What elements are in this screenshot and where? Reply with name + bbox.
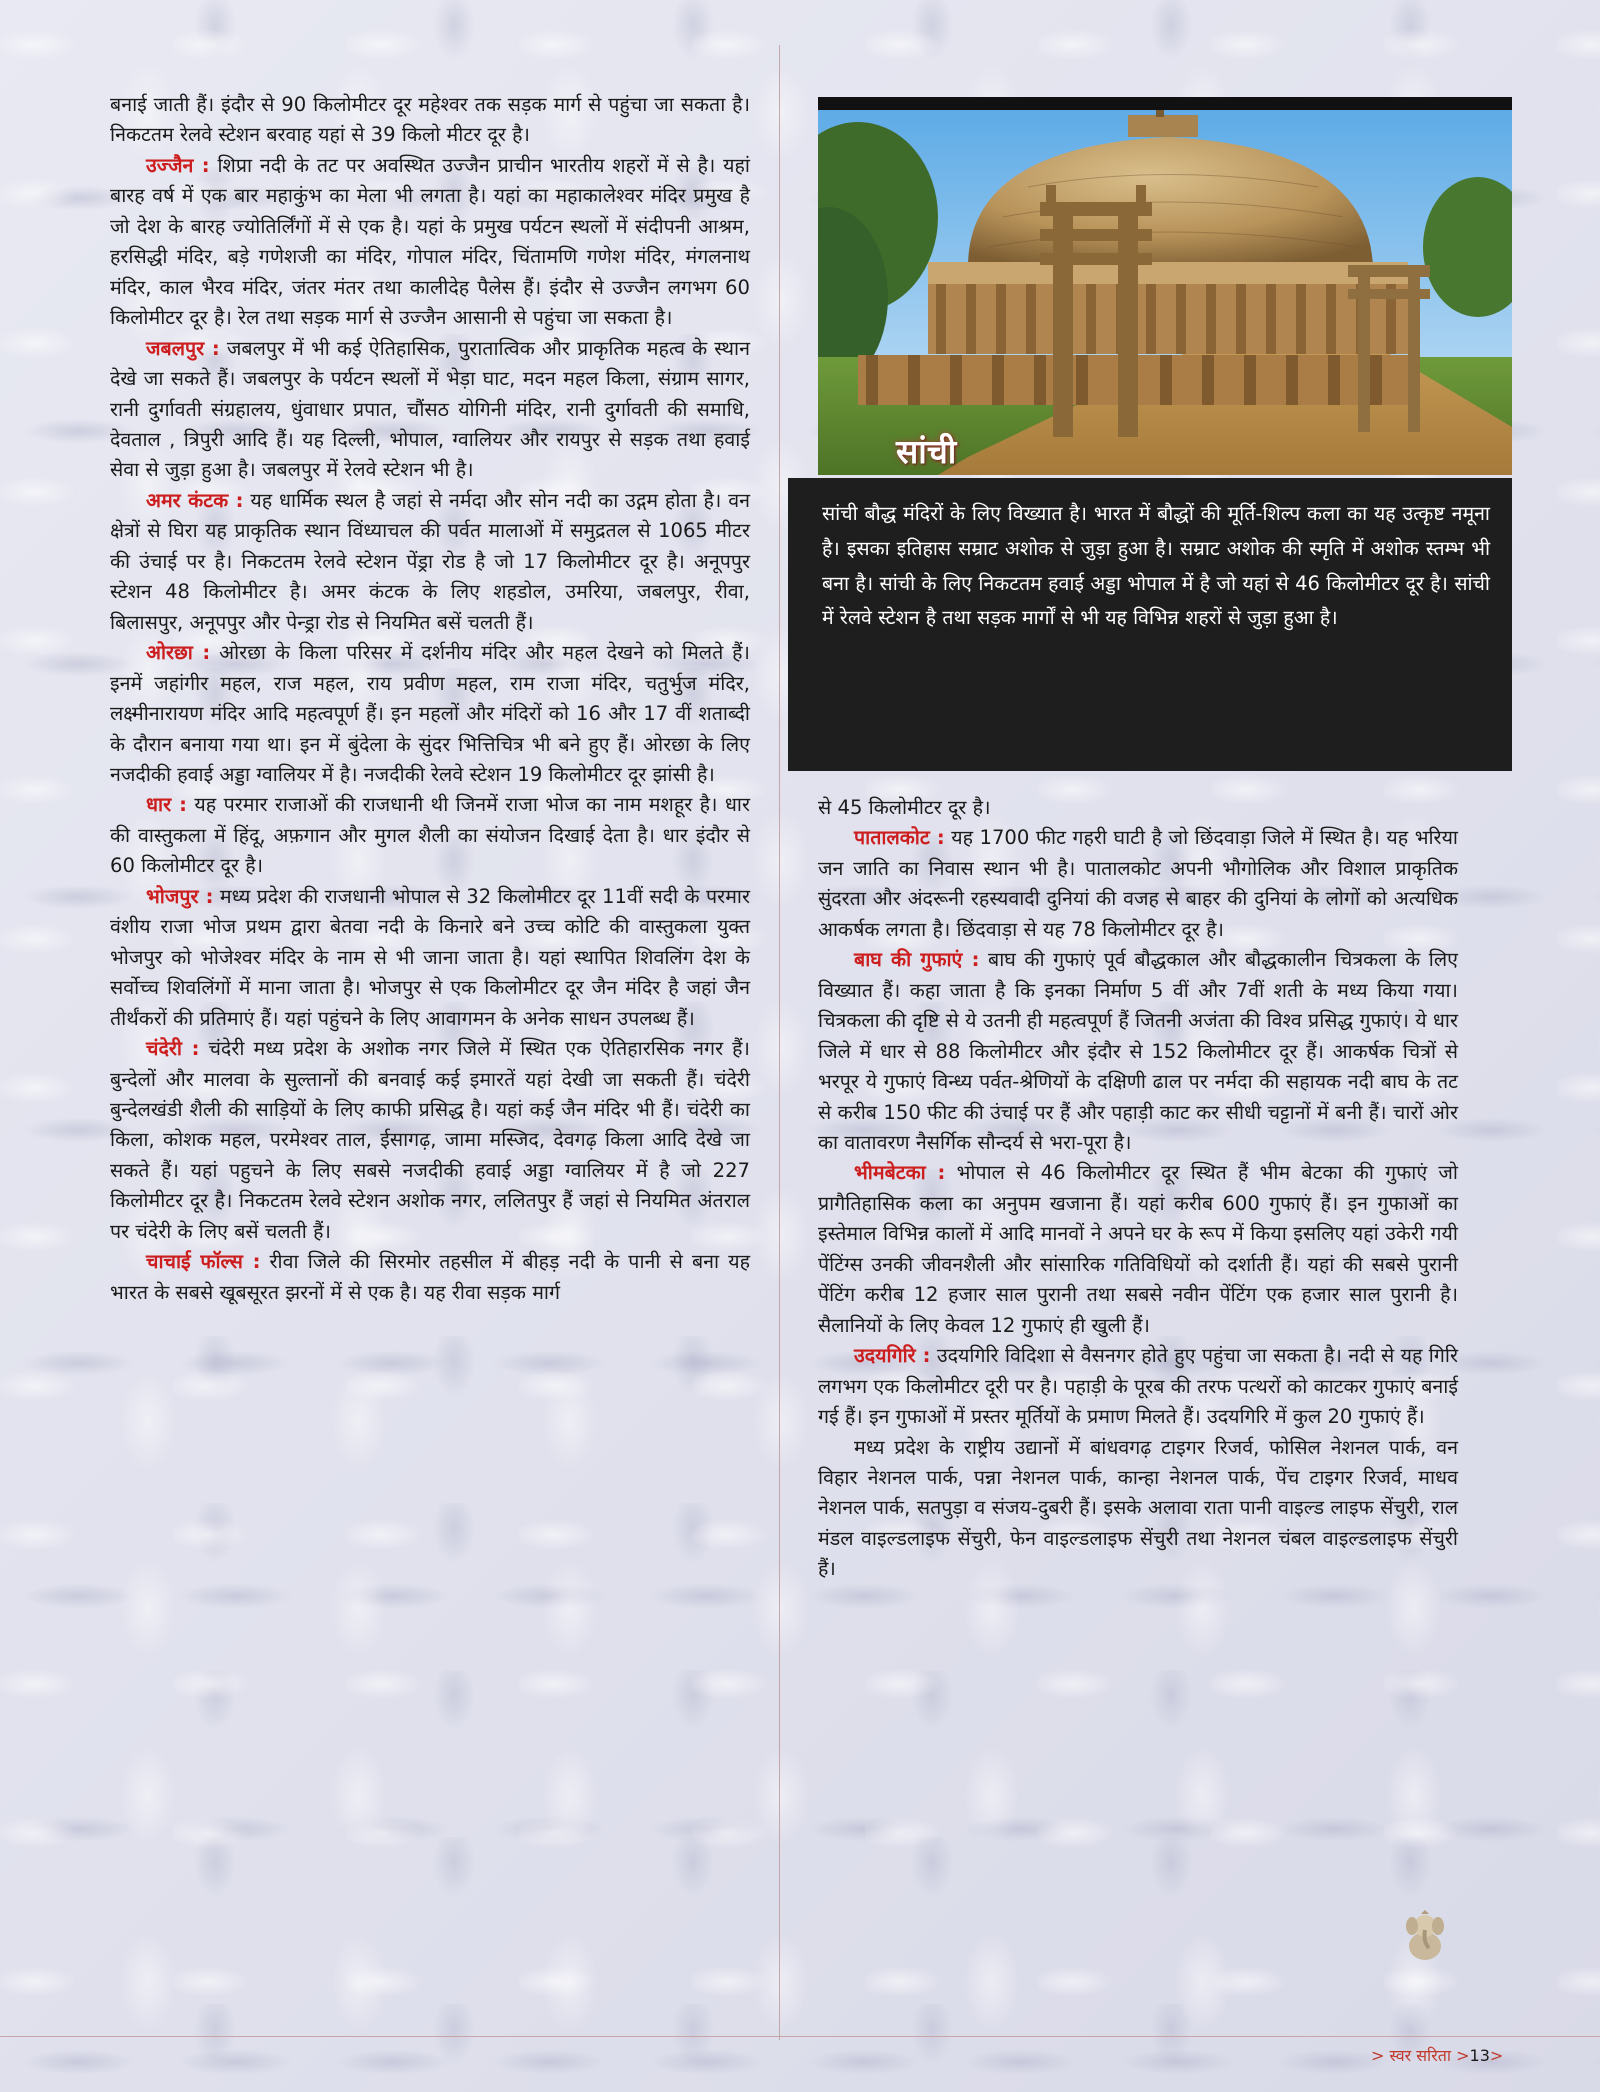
section-heading: चाचाई फॉल्स : bbox=[146, 1250, 261, 1274]
section-heading: भोजपुर : bbox=[146, 884, 214, 908]
section-heading: उदयगिरि : bbox=[854, 1344, 931, 1368]
sanchi-stupa-photo bbox=[818, 97, 1512, 475]
section-bagh-caves bbox=[818, 945, 1458, 1158]
section-patalkot bbox=[818, 823, 1458, 945]
section-heading: भीमबेटका : bbox=[854, 1161, 946, 1185]
paragraph-closing: मध्य प्रदेश के राष्ट्रीय उद्यानों में बांधवगढ़ टाइगर रिजर्व, फोसिल नेशनल पार्क, वन विहार नेशनल पार्क, पन्ना नेशनल पार्क, कान्हा नेशनल पार्क, पेंच टाइगर रिजर्व, माधव नेशनल पार्क, सतपुड़ा व संजय-दुबरी हैं। इसके अलावा राता पानी वाइल्ड लाइफ सेंचुरी, राल मंडल वाइल्डलाइफ सेंचुरी, फेन वाइल्डलाइफ सेंचुरी तथा नेशनल चंबल वाइल्डलाइफ सेंचुरी हैं। bbox=[818, 1435, 1458, 1581]
section-jabalpur bbox=[110, 334, 750, 486]
section-amarkantak bbox=[110, 486, 750, 638]
section-heading: पातालकोट : bbox=[854, 826, 945, 850]
section-heading: जबलपुर : bbox=[146, 336, 220, 360]
right-column bbox=[818, 793, 1458, 1585]
section-text: यह 1700 फीट गहरी घाटी है जो छिंदवाड़ा जिले में स्थित है। यह भरिया जन जाति का निवास स्थान भी है। पातालकोट अपनी भौगोलिक और विशाल प्राकृतिक सुंदरता और अंदरूनी रहस्यवादी दुनियां की वजह से बाहर की दुनियां के लोगों को अत्यधिक आकर्षक लगता है। छिंदवाड़ा से यह 78 किलोमीटर दूर है। bbox=[818, 826, 1459, 941]
left-column bbox=[110, 90, 750, 1308]
section-heading: अमर कंटक : bbox=[146, 488, 244, 512]
photo-border bbox=[818, 97, 1512, 110]
section-dhar bbox=[110, 790, 750, 881]
paragraph-intro: से 45 किलोमीटर दूर है। bbox=[818, 796, 991, 819]
section-heading: चंदेरी : bbox=[146, 1037, 200, 1061]
section-text: चंदेरी मध्य प्रदेश के अशोक नगर जिले में स्थित एक ऐतिहारसिक नगर हैं। बुन्देलों और मालवा के सुल्तानों की बनवाई कई इमारतें यहां देखी जा सकती हैं। चंदेरी बुन्देलखंडी शैली की साड़ियों के लिए काफी प्रसिद्ध है। यहां कई जैन मंदिर भी हैं। चंदेरी का किला, कोशक महल, परमेश्वर ताल, ईसागढ़, जामा मस्जिद, देवगढ़ किला आदि देखे जा सकते हैं। यहां पहुचने के लिए सबसे नजदीकी हवाई अड्डा ग्वालियर में है जो 227 किलोमीटर दूर है। निकटतम रेलवे स्टेशन अशोक नगर, ललितपुर हैं जहां से नियमित अंतराल पर चंदेरी के लिए बसें चलती हैं। bbox=[110, 1037, 750, 1243]
ganesh-icon bbox=[1403, 1910, 1447, 1962]
section-heading: धार : bbox=[146, 793, 187, 817]
section-text: रीवा जिले की सिरमोर तहसील में बीहड़ नदी के पानी से बना यह भारत के सबसे खूबसूरत झरनों में से एक है। यह रीवा सड़क मार्ग bbox=[110, 1250, 750, 1304]
photo-caption-box bbox=[788, 478, 1512, 771]
section-chachai-falls bbox=[110, 1247, 750, 1308]
section-ujjain bbox=[110, 151, 750, 334]
section-heading: बाघ की गुफाएं : bbox=[854, 948, 980, 972]
footer-suffix: > bbox=[1489, 2046, 1504, 2065]
section-text: शिप्रा नदी के तट पर अवस्थित उज्जैन प्राचीन भारतीय शहरों में से है। यहां बारह वर्ष में एक बार महाकुंभ का मेला भी लगता है। यहां का महाकालेश्वर मंदिर प्रमुख है जो देश के बारह ज्योतिर्लिंगों में से एक है। यहां के प्रमुख पर्यटन स्थलों में संदीपनी आश्रम, हरसिद्धी मंदिर, बड़े गणेशजी का मंदिर, गोपाल मंदिर, चिंतामणि गणेश मंदिर, मंगलनाथ मंदिर, काल भैरव मंदिर, जंतर मंतर तथा कालीदेह पैलेस हैं। इंदौर से उज्जैन लगभग 60 किलोमीटर दूर है। रेल तथा सड़क मार्ग से उज्जैन आसानी से पहुंचा जा सकता है। bbox=[110, 153, 751, 330]
section-text: ओरछा के किला परिसर में दर्शनीय मंदिर और महल देखने को मिलते हैं। इनमें जहांगीर महल, राज महल, राय प्रवीण महल, राम राजा मंदिर, चतुर्भुज मंदिर, लक्ष्मीनारायण मंदिर आदि महत्वपूर्ण हैं। इन महलों और मंदिरों को 16 और 17 वीं शताब्दी के दौरान बनाया गया था। इन में बुंदेला के सुंदर भित्तिचित्र भी बने हुए हैं। ओरछा के लिए नजदीकी हवाई अड्डा ग्वालियर में है। नजदीकी रेलवे स्टेशन 19 किलोमीटर दूर झांसी है। bbox=[110, 641, 750, 786]
footer-rule bbox=[0, 2036, 1600, 2037]
magazine-name: > स्वर सरिता > bbox=[1371, 2046, 1470, 2065]
section-udayagiri bbox=[818, 1341, 1458, 1432]
section-chanderi bbox=[110, 1034, 750, 1247]
photo-label: सांची bbox=[896, 432, 957, 471]
section-text: जबलपुर में भी कई ऐतिहासिक, पुरातात्विक और प्राकृतिक महत्व के स्थान देखे जा सकते हैं। जबलपुर के पर्यटन स्थलों में भेड़ा घाट, मदन महल किला, संग्राम सागर, रानी दुर्गावती संग्रहालय, धुंवाधार प्रपात, चौंसठ योगिनी मंदिर, रानी दुर्गावती की समाधि, देवताल , त्रिपुरी आदि हैं। यह दिल्ली, भोपाल, ग्वालियर और रायपुर से सड़क तथा हवाई सेवा से जुड़ा हुआ है। जबलपुर में रेलवे स्टेशन भी है। bbox=[110, 336, 750, 482]
section-text: भोपाल से 46 किलोमीटर दूर स्थित हैं भीम बेटका की गुफाएं जो प्रागैतिहासिक कला का अनुपम खजाना हैं। यहां करीब 600 गुफाएं हैं। इन गुफाओं का इस्तेमाल विभिन्न कालों में आदि मानवों ने अपने घर के रूप में किया इसलिए यहां उकेरी गयी पेंटिंग्स उनकी जीवनशैली और सांसारिक गतिविधियों को दर्शाती हैं। यहां की सबसे पुरानी पेंटिंग करीब 12 हजार साल पुरानी तथा सबसे नवीन पेंटिंग एक हजार साल पुरानी है। सैलानियों के लिए केवल 12 गुफाएं ही खुली हैं। bbox=[818, 1161, 1458, 1337]
photo-caption: सांची बौद्ध मंदिरों के लिए विख्यात है। भारत में बौद्धों की मूर्ति-शिल्प कला का यह उत्कृष्ट नमूना है। इसका इतिहास सम्राट अशोक से जुड़ा हुआ है। सम्राट अशोक की स्मृति में अशोक स्तम्भ भी बना है। सांची के लिए निकटतम हवाई अड्डा भोपाल में है जो यहां से 46 किलोमीटर दूर है। सांची में रेलवे स्टेशन है तथा सड़क मार्गों से भी यह विभिन्न शहरों से जुड़ा हुआ है। bbox=[822, 502, 1490, 630]
section-heading: ओरछा : bbox=[146, 641, 211, 665]
paragraph-intro: बनाई जाती हैं। इंदौर से 90 किलोमीटर दूर महेश्वर तक सड़क मार्ग से पहुंचा जा सकता है। निकटतम रेलवे स्टेशन बरवाह यहां से 39 किलो मीटर दूर है। bbox=[110, 93, 750, 147]
page-number: 13 bbox=[1469, 2046, 1490, 2065]
section-bhimbetka bbox=[818, 1158, 1458, 1341]
column-divider bbox=[779, 45, 780, 2040]
page-footer bbox=[1371, 2044, 1503, 2066]
section-text: बाघ की गुफाएं पूर्व बौद्धकाल और बौद्धकालीन चित्रकला के लिए विख्यात हैं। कहा जाता है कि इनका निर्माण 5 वीं और 7वीं शती के मध्य किया गया। चित्रकला की दृष्टि से ये उतनी ही महत्वपूर्ण हैं जितनी अजंता की विश्व प्रसिद्ध गुफाएं। ये धार जिले में धार से 88 किलोमीटर और इंदौर से 152 किलोमीटर दूर हैं। आकर्षक चित्रों से भरपूर ये गुफाएं विन्ध्य पर्वत-श्रेणियों के दक्षिणी ढाल पर नर्मदा की सहायक नदी बाघ के तट से करीब 150 फीट की उंचाई पर हैं और पहाड़ी काट कर सीधी चट्टानों में बनी हैं। चारों ओर का वातावरण नैसर्गिक सौन्दर्य से भरा-पूरा है। bbox=[818, 948, 1458, 1154]
section-bhojpur bbox=[110, 882, 750, 1034]
sanchi-stupa-illustration bbox=[818, 97, 1512, 475]
section-text: यह धार्मिक स्थल है जहां से नर्मदा और सोन नदी का उद्गम होता है। वन क्षेत्रों से घिरा यह प्राकृतिक स्थान विंध्याचल की पर्वत मालाओं में समुद्रतल से 1065 मीटर की उंचाई पर है। निकटतम रेलवे स्टेशन पेंड्रा रोड है जो 17 किलोमीटर दूर है। अनूपपुर स्टेशन 48 किलोमीटर है। अमर कंटक के लिए शहडोल, उमरिया, जबलपुर, रीवा, बिलासपुर, अनूपपुर और पेन्ड्रा रोड से नियमित बसें चलती हैं। bbox=[110, 488, 750, 634]
section-text: यह परमार राजाओं की राजधानी थी जिनमें राजा भोज का नाम मशहूर है। धार की वास्तुकला में हिंदू, अफ़गान और मुगल शैली का संयोजन दिखाई देता है। धार इंदौर से 60 किलोमीटर दूर है। bbox=[110, 793, 751, 878]
section-orchha bbox=[110, 638, 750, 790]
section-heading: उज्जैन : bbox=[146, 153, 210, 177]
section-text: मध्य प्रदेश की राजधानी भोपाल से 32 किलोमीटर दूर 11वीं सदी के परमार वंशीय राजा भोज प्रथम द्वारा बेतवा नदी के किनारे बने उच्च कोटि की वास्तुकला युक्त भोजपुर को भोजेश्वर मंदिर के नाम से भी जाना जाता है। यहां स्थापित शिवलिंग देश के सर्वोच्च शिवलिंगों में माना जाता है। भोजपुर से एक किलोमीटर दूर जैन मंदिर है जहां जैन तीर्थंकरों की प्रतिमाएं हैं। यहां पहुंचने के लिए आवागमन के अनेक साधन उपलब्ध हैं। bbox=[110, 884, 750, 1030]
section-text: उदयगिरि विदिशा से वैसनगर होते हुए पहुंचा जा सकता है। नदी से यह गिरि लगभग एक किलोमीटर दूरी पर है। पहाड़ी के पूरब की तरफ पत्थरों को काटकर गुफाएं बनाई गई हैं। इन गुफाओं में प्रस्तर मूर्तियों के प्रमाण मिलते हैं। उदयगिरि में कुल 20 गुफाएं हैं। bbox=[818, 1344, 1458, 1429]
